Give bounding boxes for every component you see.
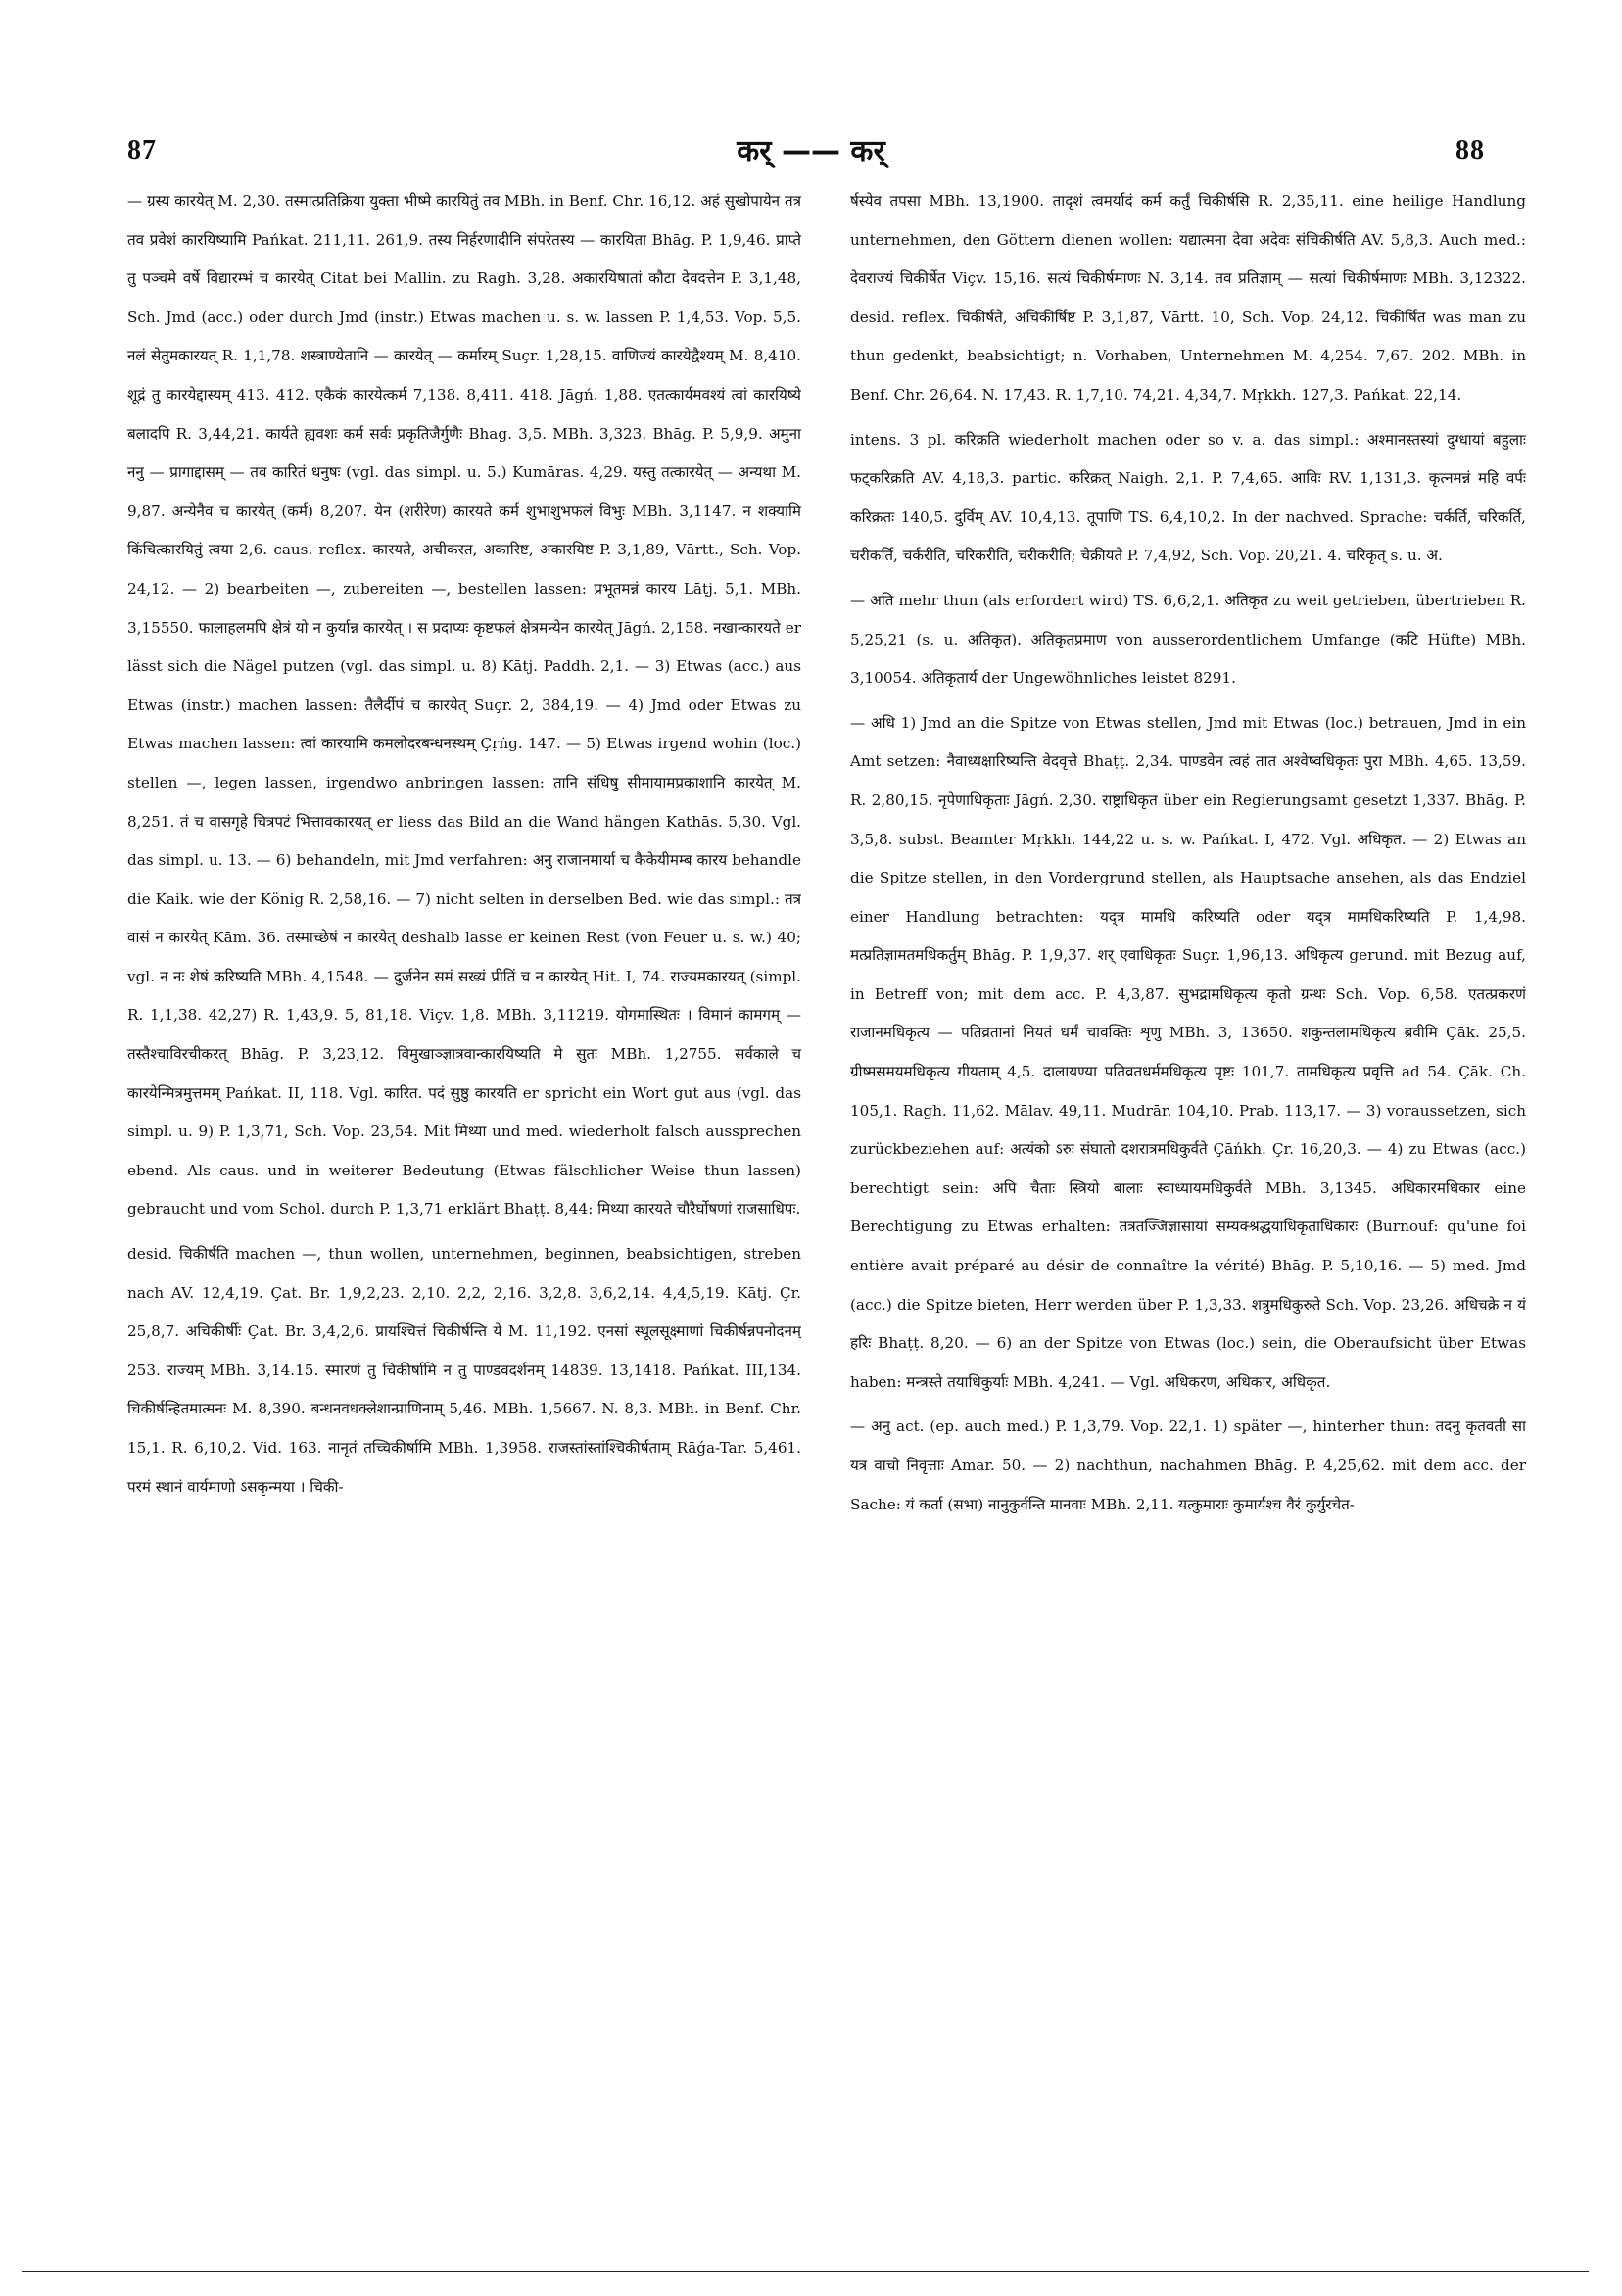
right-paragraph: — अधि 1) Jmd an die Spitze von Etwas stellen, Jmd mit Etwas (loc.) betrauen, Jmd in ein Amt setzen: नैवाध्यक्षारिष्यन्ति वेदवृत्ते Bhaṭṭ. 2,34. पाण्डवेन त्वहं तात अश्वेष्वधिकृतः पुरा MBh. 4,65. 13,59. R. 2,80,15. नृपेणाधिकृताः Jāgń. 2,30. राष्ट्राधिकृत über ein Regierungsamt gesetzt 1,337. Bhāg. P. 3,5,8. subst. Beamter Mṛkkh. 144,22 u. s. w. Pańkat. I, 472. Vgl. अधिकृत. — 2) Etwas an die Spitze stellen, in den Vordergrund stellen, als Hauptsache ansehen, als das Endziel einer Handlung betrachten: यद्त्र मामधि करिष्यति oder यद्त्र मामधिकरिष्यति P. 1,4,98. मत्प्रतिज्ञामतमधिकर्तुम् Bhāg. P. 1,9,37. शर् एवाधिकृतः Suçr. 1,96,13. अधिकृत्य gerund. mit Bezug auf, in Betreff von; mit dem acc. P. 4,3,87. सुभद्रामधिकृत्य कृतो ग्रन्थः Sch. Vop. 6,58. एतत्प्रकरणं राजानमधिकृत्य — पतिव्रतानां नियतं धर्मं चावक्तिः शृणु MBh. 3, 13650. शकुन्तलामधिकृत्य ब्रवीमि Çāk. 25,5. ग्रीष्मसमयमधिकृत्य गीयताम् 4,5. दालायण्या पतिव्रतधर्ममधिकृत्य पृष्टः 101,7. तामधिकृत्य प्रवृत्ति ad 54. Çāk. Ch. 105,1. Ragh. 11,62. Mālav. 49,11. Mudrār. 104,10. Prab. 113,17. — 3) voraussetzen, sich zurückbeziehen auf: अत्यंको ऽरुः संघातो दशरात्रमधिकुर्वते Çāńkh. Çr. 16,20,3. — 4) zu Etwas (acc.) berechtigt sein: अपि चैताः स्त्रियो बालाः स्वाध्यायमधिकुर्वते MBh. 3,1345. अधिकारमधिकार eine Berechtigung zu Etwas erhalten: तत्रतज्जिज्ञासायां सम्यक्श्रद्धयाधिकृताधिकारः (Burnouf: qu'une foi entière avait préparé au désir de connaître la vérité) Bhāg. P. 5,10,16. — 5) med. Jmd (acc.) die Spitze bieten, Herr werden über P. 1,3,33. शत्रुमधिकुरुते Sch. Vop. 23,26. अधिचक्रे न यं हरिः Bhaṭṭ. 8,20. — 6) an der Spitze von Etwas (loc.) sein, die Oberaufsicht über Etwas haben: मन्त्रस्ते तयाधिकुर्याः MBh. 4,241. — Vgl. अधिकरण, अधिकार, अधिकृत.: [850, 713, 1526, 1391]
left-column: [127, 182, 801, 2278]
right-paragraph: र्षस्येव तपसा MBh. 13,1900. तादृशं त्वमर्यादं कर्म कर्तुं चिकीर्षसि R. 2,35,11. eine heilige Handlung unternehmen, den Göttern dienen wollen: यद्यात्मना देवा अदेवः संचिकीर्षति AV. 5,8,3. Auch med.: देवराज्यं चिकीर्षेत Viçv. 15,16. सत्यं चिकीर्षमाणः N. 3,14. तव प्रतिज्ञाम् — सत्यां चिकीर्षमाणः MBh. 3,12322. desid. reflex. चिकीर्षते, अचिकीर्षिष्ट P. 3,1,87, Vārtt. 10, Sch. Vop. 24,12. चिकीर्षित was man zu thun gedenkt, beabsichtigt; n. Vorhaben, Unternehmen M. 4,254. 7,67. 202. MBh. in Benf. Chr. 26,64. N. 17,43. R. 1,7,10. 74,21. 4,34,7. Mṛkkh. 127,3. Pańkat. 22,14.: [850, 192, 1526, 404]
left-page-number: 87: [127, 135, 157, 166]
left-paragraph: desid. चिकीर्षति machen —, thun wollen, unternehmen, beginnen, beabsichtigen, streben nach AV. 12,4,19. Çat. Br. 1,9,2,23. 2,10. 2,2, 2,16. 3,2,8. 3,6,2,14. 4,4,5,19. Kātj. Çr. 25,8,7. अचिकीर्षीः Çat. Br. 3,4,2,6. प्रायश्चित्तं चिकीर्षन्ति ये M. 11,192. एनसां स्थूलसूक्ष्माणां चिकीर्षन्नपनोदनम् 253. राज्यम् MBh. 3,14.15. स्मारणं तु चिकीर्षामि न तु पाण्डवदर्शनम् 14839. 13,1418. Pańkat. III,134. चिकीर्षन्हितमात्मनः M. 8,390. बन्धनवधक्लेशान्प्राणिनाम् 5,46. MBh. 1,5667. N. 8,3. MBh. in Benf. Chr. 15,1. R. 6,10,2. Vid. 163. नानृतं तच्चिकीर्षामि MBh. 1,3958. राजस्तांस्तांश्चिकीर्षताम् Rāǵa-Tar. 5,461. परमं स्थानं वार्यमाणो ऽसकृन्मया । चिकी-: [127, 1245, 801, 1496]
right-paragraph: intens. 3 pl. करिक्रति wiederholt machen oder so v. a. das simpl.: अश्मानस्तस्यां दुग्धायां बहुलाः फट्करिक्रति AV. 4,18,3. partic. करिक्रत् Naigh. 2,1. P. 7,4,65. आविः RV. 1,131,3. कृत्नमन्नं महि वर्पः करिक्रतः 140,5. दुर्विम् AV. 10,4,13. तूपाणि TS. 6,4,10,2. In der nachved. Sprache: चर्कर्ति, चरिकर्ति, चरीकर्ति, चर्करीति, चरिकरीति, चरीकरीति; चेक्रीयते P. 7,4,92, Sch. Vop. 20,21. 4. चरिकृत् s. u. अ.: [850, 430, 1526, 565]
right-column: [850, 182, 1526, 2278]
right-paragraph: — अति mehr thun (als erfordert wird) TS. 6,6,2,1. अतिकृत zu weit getrieben, übertrieben R. 5,25,21 (s. u. अतिकृत). अतिकृतप्रमाण von ausserordentlichem Umfange (कटि Hüfte) MBh. 3,10054. अतिकृतार्य der Ungewöhnliches leistet 8291.: [850, 591, 1526, 688]
left-paragraph: — ग्रस्य कारयेत् M. 2,30. तस्मात्प्रतिक्रिया युक्ता भीष्मे कारयितुं तव MBh. in Benf. Chr. 16,12. अहं सुखोपायेन तत्र तव प्रवेशं कारयिष्यामि Pańkat. 211,11. 261,9. तस्य निर्हरणादीनि संपरेतस्य — कारयिता Bhāg. P. 1,9,46. प्राप्ते तु पञ्चमे वर्षे विद्यारम्भं च कारयेत् Citat bei Mallin. zu Ragh. 3,28. अकारयिषातां कौटा देवदत्तेन P. 3,1,48, Sch. Jmd (acc.) oder durch Jmd (instr.) Etwas machen u. s. w. lassen P. 1,4,53. Vop. 5,5. नलं सेतुमकारयत् R. 1,1,78. शस्त्राण्येतानि — कारयेत् — कर्मारम् Suçr. 1,28,15. वाणिज्यं कारयेद्वैश्यम् M. 8,410. शूद्रं तु कारयेद्दास्यम् 413. 412. एकैकं कारयेत्कर्म 7,138. 8,411. 418. Jāgń. 1,88. एतत्कार्यमवश्यं त्वां कारयिष्ये बलादपि R. 3,44,21. कार्यते ह्यवशः कर्म सर्वः प्रकृतिजैर्गुणैः Bhag. 3,5. MBh. 3,323. Bhāg. P. 5,9,9. अमुना ननु — प्रागाद्दासम् — तव कारितं धनुषः (vgl. das simpl. u. 5.) Kumāras. 4,29. यस्तु तत्कारयेत् — अन्यथा M. 9,87. अन्येनैव च कारयेत् (कर्म) 8,207. येन (शरीरेण) कारयते कर्म शुभाशुभफलं विभुः MBh. 3,1147. न शक्यामि किंचित्कारयितुं त्वया 2,6. caus. reflex. कारयते, अचीकरत, अकारिष्ट, अकारयिष्ट P. 3,1,89, Vārtt., Sch. Vop. 24,12. — 2) bearbeiten —, zubereiten —, bestellen lassen: प्रभूतमन्नं कारय Lāṭj. 5,1. MBh. 3,15550. फालाहलमपि क्षेत्रं यो न कुर्यान्न कारयेत् । स प्रदाप्यः कृष्टफलं क्षेत्रमन्येन कारयेत् Jāgń. 2,158. नखान्कारयते er lässt sich die Nägel putzen (vgl. das simpl. u. 8) Kātj. Paddh. 2,1. — 3) Etwas (acc.) aus Etwas (instr.) machen lassen: तैलैर्दीपं च कारयेत् Suçr. 2, 384,19. — 4) Jmd oder Etwas zu Etwas machen lassen: त्वां कारयामि कमलोदरबन्धनस्थम् Çṛṅg. 147. — 5) Etwas irgend wohin (loc.) stellen —, legen lassen, irgendwo anbringen lassen: तानि संधिषु सीमायामप्रकाशानि कारयेत् M. 8,251. तं च वासगृहे चित्रपटं भित्तावकारयत् er liess das Bild an die Wand hängen Kathās. 5,30. Vgl. das simpl. u. 13. — 6) behandeln, mit Jmd verfahren: अनु राजानमार्या च कैकेयीमम्ब कारय behandle die Kaik. wie der König R. 2,58,16. — 7) nicht selten in derselben Bed. wie das simpl.: तत्र वासं न कारयेत् Kām. 36. तस्माच्छेषं न कारयेत् deshalb lasse er keinen Rest (von Feuer u. s. w.) 40; vgl. न नः शेषं करिष्यति MBh. 4,1548. — दुर्जनेन समं सख्यं प्रीतिं च न कारयेत् Hit. I, 74. राज्यमकारयत् (simpl. R. 1,1,38. 42,27) R. 1,43,9. 5, 81,18. Viçv. 1,8. MBh. 3,11219. योगमास्थितः । विमानं कामगम् — तस्तैश्चाविरचीकरत् Bhāg. P. 3,23,12. विमुखाञ्ज्ञात्रवान्कारयिष्यति मे सुतः MBh. 1,2755. सर्वकाले च कारयेन्मित्रमुत्तमम् Pańkat. II, 118. Vgl. कारित. पदं सुष्ठु कारयति er spricht ein Wort gut aus (vgl. das simpl. u. 9) P. 1,3,71, Sch. Vop. 23,54. Mit मिथ्या und med. wiederholt falsch aussprechen ebend. Als caus. und in weiterer Bedeutung (Etwas fälschlicher Weise thun lassen) gebraucht und vom Schol. durch P. 1,3,71 erklärt Bhaṭṭ. 8,44: मिथ्या कारयते चौरैर्घोषणां राजसाधिपः.: [127, 192, 801, 1219]
headword-header: कर् —— कर्: [737, 134, 885, 168]
footer-rule: [22, 2271, 1589, 2272]
right-page-number: 88: [1455, 135, 1485, 166]
right-paragraph: — अनु act. (ep. auch med.) P. 1,3,79. Vop. 22,1. 1) später —, hinterher thun: तदनु कृतवती सा यत्र वाचो निवृत्ताः Amar. 50. — 2) nachthun, nachahmen Bhāg. P. 4,25,62. mit dem acc. der Sache: यं कर्ता (सभा) नानुकुर्वन्ति मानवाः MBh. 2,11. यत्कुमाराः कुमार्यश्च वैरं कुर्युरचेत-: [850, 1417, 1526, 1513]
